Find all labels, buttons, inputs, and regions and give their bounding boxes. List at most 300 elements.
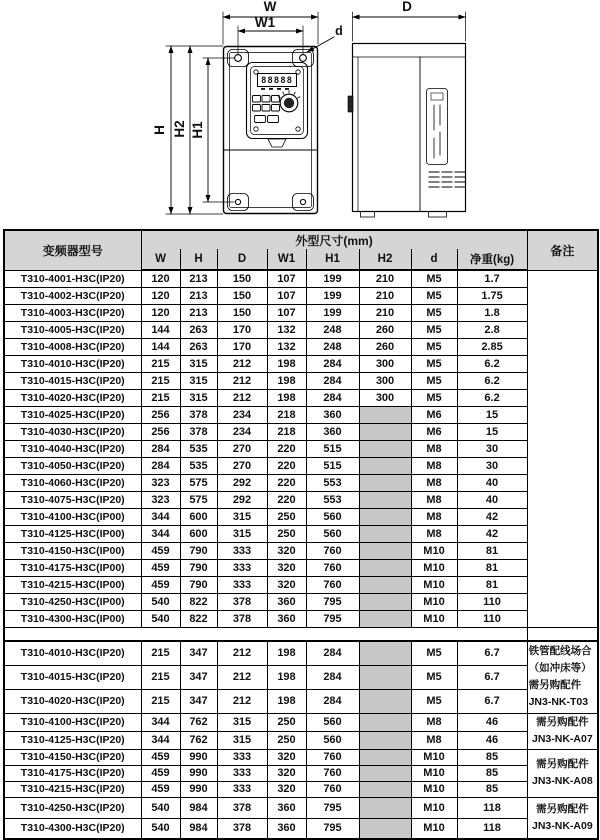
spacer-row (4, 627, 598, 641)
dim-cell: 822 (180, 610, 217, 627)
dim-cell: 212 (217, 689, 267, 713)
dim-cell: 6.2 (457, 355, 527, 372)
table-row (4, 270, 598, 287)
table-row (4, 576, 598, 593)
dim-cell: 220 (267, 457, 306, 474)
dim-cell: M6 (411, 423, 457, 440)
mount-hole-icon (235, 199, 240, 204)
front-view (224, 47, 318, 214)
h2-cell (359, 491, 411, 508)
h2-cell: 300 (359, 372, 411, 389)
dim-cell: 220 (267, 491, 306, 508)
keypad-button (253, 96, 261, 103)
dim-cell: 378 (217, 593, 267, 610)
side-view (348, 44, 466, 218)
model-cell: T310-4300-H3C(IP00) (4, 610, 141, 627)
table-row (4, 765, 598, 781)
dim-cell: 360 (306, 423, 359, 440)
remark-line: JN3-NK-A09 (532, 819, 593, 832)
dim-cell: 215 (141, 665, 180, 689)
dim-leader-d (307, 37, 334, 52)
dim-cell: 990 (180, 765, 217, 781)
dim-cell: 110 (457, 593, 527, 610)
dim-cell: 292 (217, 474, 267, 491)
col-header-model: 变频器型号 (4, 230, 141, 270)
dim-cell: 795 (306, 797, 359, 818)
h2-cell (359, 610, 411, 627)
dim-cell: 990 (180, 781, 217, 797)
h2-cell: 260 (359, 321, 411, 338)
dim-cell: 284 (306, 665, 359, 689)
dim-cell: 284 (306, 355, 359, 372)
table-row (4, 389, 598, 406)
keypad-button (268, 116, 279, 123)
display-unit-mark (261, 88, 265, 90)
remark-cell (527, 641, 598, 713)
h2-cell: 300 (359, 355, 411, 372)
spacer-remark-cell (527, 627, 598, 641)
dim-cell: 315 (217, 525, 267, 542)
dim-cell: 256 (141, 423, 180, 440)
model-cell: T310-4008-H3C(IP20) (4, 338, 141, 355)
model-cell: T310-4100-H3C(IP20) (4, 713, 141, 731)
dim-cell: 213 (180, 270, 217, 287)
dim-cell: 6.2 (457, 372, 527, 389)
dim-cell: 347 (180, 665, 217, 689)
dim-cell: 600 (180, 508, 217, 525)
dim-cell: 40 (457, 474, 527, 491)
dim-cell: 107 (267, 287, 306, 304)
dim-cell: 284 (306, 641, 359, 665)
dim-cell: 40 (457, 491, 527, 508)
model-cell: T310-4250-H3C(IP00) (4, 593, 141, 610)
h2-cell: 300 (359, 389, 411, 406)
h2-cell (359, 576, 411, 593)
dim-cell: 215 (141, 641, 180, 665)
model-cell: T310-4020-H3C(IP20) (4, 689, 141, 713)
dim-cell: 42 (457, 508, 527, 525)
dim-cell: 213 (180, 287, 217, 304)
dim-cell: 984 (180, 797, 217, 818)
dim-cell: M5 (411, 321, 457, 338)
dim-cell: 360 (267, 610, 306, 627)
table-row (4, 355, 598, 372)
h2-cell (359, 423, 411, 440)
dim-cell: 553 (306, 491, 359, 508)
table-row (4, 406, 598, 423)
dim-cell: 234 (217, 423, 267, 440)
model-cell: T310-4150-H3C(IP00) (4, 542, 141, 559)
mount-hole-icon (300, 55, 307, 62)
h2-cell (359, 406, 411, 423)
dim-cell: 199 (306, 287, 359, 304)
model-cell: T310-4150-H3C(IP20) (4, 749, 141, 765)
dim-cell: M10 (411, 542, 457, 559)
dim-cell: 333 (217, 749, 267, 765)
dim-cell: 315 (180, 355, 217, 372)
table-row (4, 287, 598, 304)
dim-cell: 85 (457, 765, 527, 781)
dim-cell: 42 (457, 525, 527, 542)
dim-cell: 347 (180, 689, 217, 713)
dim-cell: M5 (411, 665, 457, 689)
table-row (4, 689, 598, 713)
dim-label-h1: H1 (190, 121, 205, 139)
keypad-button (262, 96, 270, 103)
h2-cell (359, 508, 411, 525)
dim-cell: M5 (411, 338, 457, 355)
mount-tab (293, 194, 314, 211)
dim-cell: M10 (411, 818, 457, 839)
h2-cell (359, 818, 411, 839)
dim-cell: 378 (217, 818, 267, 839)
model-cell: T310-4215-H3C(IP00) (4, 576, 141, 593)
keypad-button (255, 116, 266, 123)
table-row (4, 610, 598, 627)
model-cell: T310-4010-H3C(IP20) (4, 641, 141, 665)
col-header-dims-group: 外型尺寸(mm) (141, 230, 527, 249)
table-row (4, 797, 598, 818)
model-cell: T310-4002-H3C(IP20) (4, 287, 141, 304)
side-clip (348, 96, 353, 112)
header-row-group (4, 230, 598, 249)
dim-cell: 553 (306, 474, 359, 491)
table-row (4, 731, 598, 749)
table-row (4, 542, 598, 559)
col-header-h1: H1 (306, 249, 359, 270)
model-cell: T310-4001-H3C(IP20) (4, 270, 141, 287)
dim-cell: 378 (217, 610, 267, 627)
dim-cell: M10 (411, 781, 457, 797)
dim-cell: M8 (411, 525, 457, 542)
dim-cell: 320 (267, 765, 306, 781)
dim-cell: 110 (457, 610, 527, 627)
dim-cell: 378 (180, 406, 217, 423)
dim-cell: M8 (411, 474, 457, 491)
dim-cell: 315 (180, 372, 217, 389)
dim-cell: 790 (180, 559, 217, 576)
model-cell: T310-4025-H3C(IP20) (4, 406, 141, 423)
dim-cell: 344 (141, 713, 180, 731)
remark-line: 需另购配件 (536, 802, 589, 815)
col-header-w: W (141, 249, 180, 270)
dim-cell: 333 (217, 765, 267, 781)
h2-cell: 260 (359, 338, 411, 355)
dim-cell: 790 (180, 542, 217, 559)
knob-icon (278, 91, 300, 112)
dim-cell: 360 (267, 797, 306, 818)
dim-cell: 81 (457, 559, 527, 576)
dim-cell: 378 (180, 423, 217, 440)
dim-cell: 560 (306, 713, 359, 731)
dim-cell: 85 (457, 781, 527, 797)
table-row (4, 440, 598, 457)
table-row (4, 423, 598, 440)
col-header-weight: 净重(kg) (457, 249, 527, 270)
dim-cell: 320 (267, 749, 306, 765)
display-unit-mark (285, 88, 289, 90)
dim-cell: 459 (141, 576, 180, 593)
h2-cell (359, 593, 411, 610)
dim-cell: 560 (306, 731, 359, 749)
dim-cell: 320 (267, 542, 306, 559)
dim-cell: M8 (411, 508, 457, 525)
dim-cell: 150 (217, 304, 267, 321)
dimensions-table (3, 229, 599, 840)
screw-icon (254, 127, 258, 131)
h2-cell (359, 641, 411, 665)
remark-line: 需另购配件 (536, 716, 589, 728)
dim-cell: 212 (217, 665, 267, 689)
dim-cell: 220 (267, 474, 306, 491)
table-row (4, 321, 598, 338)
dim-label-h2: H2 (172, 120, 187, 138)
dim-cell: 256 (141, 406, 180, 423)
side-label-plate (427, 89, 448, 165)
model-cell: T310-4015-H3C(IP20) (4, 665, 141, 689)
remark-cell (527, 713, 598, 749)
dim-cell: 315 (217, 731, 267, 749)
dim-cell: 315 (180, 389, 217, 406)
model-cell: T310-4015-H3C(IP20) (4, 372, 141, 389)
dimension-table-body (4, 270, 598, 839)
dim-cell: 790 (180, 576, 217, 593)
dim-cell: 85 (457, 749, 527, 765)
model-cell: T310-4010-H3C(IP20) (4, 355, 141, 372)
model-cell: T310-4050-H3C(IP20) (4, 457, 141, 474)
col-header-d: D (217, 249, 267, 270)
dim-cell: 762 (180, 731, 217, 749)
dim-cell: 1.75 (457, 287, 527, 304)
table-row (4, 508, 598, 525)
dim-cell: 248 (306, 338, 359, 355)
dim-cell: 360 (267, 593, 306, 610)
dim-cell: 198 (267, 665, 306, 689)
table-row (4, 781, 598, 797)
table-row (4, 818, 598, 839)
keypad-button (272, 105, 280, 112)
model-cell: T310-4250-H3C(IP20) (4, 797, 141, 818)
table-row (4, 491, 598, 508)
dim-cell: 762 (180, 713, 217, 731)
spacer-cell (4, 627, 527, 641)
dim-cell: 284 (306, 372, 359, 389)
remark-line: JN3-NK-A07 (532, 733, 593, 745)
mount-hole-icon (300, 199, 305, 204)
dim-cell: 132 (267, 321, 306, 338)
dim-cell: 263 (180, 321, 217, 338)
table-row (4, 525, 598, 542)
dim-cell: 284 (141, 440, 180, 457)
col-header-dd: d (411, 249, 457, 270)
dim-cell: 212 (217, 355, 267, 372)
model-cell: T310-4300-H3C(IP20) (4, 818, 141, 839)
dim-cell: 284 (141, 457, 180, 474)
h2-cell (359, 559, 411, 576)
dim-cell: 795 (306, 593, 359, 610)
dim-cell: M8 (411, 457, 457, 474)
h2-cell (359, 749, 411, 765)
dim-cell: 215 (141, 689, 180, 713)
dim-cell: 107 (267, 304, 306, 321)
dim-cell: 540 (141, 593, 180, 610)
dim-cell: 250 (267, 508, 306, 525)
dim-cell: 212 (217, 389, 267, 406)
dim-label-h: H (152, 125, 167, 135)
dim-cell: 760 (306, 542, 359, 559)
dim-cell: 575 (180, 474, 217, 491)
dim-cell: M8 (411, 440, 457, 457)
dim-cell: 795 (306, 610, 359, 627)
dim-cell: M5 (411, 304, 457, 321)
dim-cell: 540 (141, 818, 180, 839)
dim-cell: 212 (217, 641, 267, 665)
dim-cell: 212 (217, 372, 267, 389)
dim-cell: M5 (411, 641, 457, 665)
dim-cell: 263 (180, 338, 217, 355)
model-cell: T310-4060-H3C(IP20) (4, 474, 141, 491)
dim-cell: 292 (217, 491, 267, 508)
dim-cell: 132 (267, 338, 306, 355)
h2-cell: 210 (359, 287, 411, 304)
dim-cell: 81 (457, 576, 527, 593)
remark-cell (527, 270, 598, 627)
table-row (4, 372, 598, 389)
h2-cell (359, 731, 411, 749)
dim-cell: 6.7 (457, 665, 527, 689)
dim-cell: 6.7 (457, 689, 527, 713)
dim-cell: 81 (457, 542, 527, 559)
dim-cell: 250 (267, 731, 306, 749)
dim-cell: 150 (217, 270, 267, 287)
dim-cell: M10 (411, 749, 457, 765)
dim-cell: 6.2 (457, 389, 527, 406)
dim-cell: 1.7 (457, 270, 527, 287)
dim-cell: 344 (141, 525, 180, 542)
remark-cell (527, 749, 598, 797)
front-dimensions (166, 12, 334, 214)
dim-cell: 760 (306, 781, 359, 797)
dim-cell: 170 (217, 338, 267, 355)
dim-cell: M5 (411, 270, 457, 287)
remark-line: 需另购配件 (528, 679, 582, 692)
dim-cell: 760 (306, 765, 359, 781)
dim-cell: 459 (141, 559, 180, 576)
dim-cell: 218 (267, 423, 306, 440)
keypad-connector (268, 139, 286, 147)
dim-cell: 459 (141, 765, 180, 781)
h2-cell (359, 542, 411, 559)
dim-cell: 220 (267, 440, 306, 457)
h2-cell (359, 713, 411, 731)
dim-cell: 170 (217, 321, 267, 338)
dim-cell: 760 (306, 749, 359, 765)
dim-cell: 2.85 (457, 338, 527, 355)
dim-label-w1: W1 (254, 15, 276, 30)
dim-cell: 215 (141, 389, 180, 406)
dim-label-D: D (402, 0, 412, 14)
dim-cell: M5 (411, 689, 457, 713)
dim-cell: 560 (306, 525, 359, 542)
dim-cell: 6.7 (457, 641, 527, 665)
dimension-drawing (0, 0, 600, 230)
remark-line: （如冲床等） (528, 662, 592, 675)
display-digits: 88888 (260, 76, 294, 86)
model-cell: T310-4100-H3C(IP00) (4, 508, 141, 525)
model-cell: T310-4125-H3C(IP00) (4, 525, 141, 542)
h2-cell (359, 525, 411, 542)
remark-line: 铁管配线场合 (528, 645, 592, 658)
dim-cell: 198 (267, 355, 306, 372)
dim-cell: 46 (457, 713, 527, 731)
model-cell: T310-4040-H3C(IP20) (4, 440, 141, 457)
dim-cell: 107 (267, 270, 306, 287)
dim-cell: 323 (141, 474, 180, 491)
foot-tab (361, 212, 375, 218)
table-row (4, 559, 598, 576)
dim-cell: 795 (306, 818, 359, 839)
dim-cell: 600 (180, 525, 217, 542)
dim-cell: M8 (411, 731, 457, 749)
dim-cell: 199 (306, 304, 359, 321)
remark-cell (527, 797, 598, 839)
dim-cell: M5 (411, 389, 457, 406)
foot-tab (429, 212, 447, 218)
dim-cell: 250 (267, 525, 306, 542)
dim-cell: 347 (180, 641, 217, 665)
dim-cell: 515 (306, 457, 359, 474)
table-row (4, 304, 598, 321)
dim-cell: M10 (411, 610, 457, 627)
dim-cell: M10 (411, 559, 457, 576)
model-cell: T310-4030-H3C(IP20) (4, 423, 141, 440)
model-cell: T310-4175-H3C(IP20) (4, 765, 141, 781)
dim-cell: 218 (267, 406, 306, 423)
dim-cell: 459 (141, 749, 180, 765)
col-header-h2: H2 (359, 249, 411, 270)
dim-cell: 333 (217, 559, 267, 576)
dim-cell: 320 (267, 559, 306, 576)
dim-cell: 535 (180, 440, 217, 457)
dim-cell: 144 (141, 338, 180, 355)
dim-cell: 360 (267, 818, 306, 839)
h2-cell (359, 440, 411, 457)
remark-line: JN3-NK-A08 (532, 775, 593, 787)
dim-cell: 118 (457, 797, 527, 818)
dim-cell: 323 (141, 491, 180, 508)
table-row (4, 665, 598, 689)
dim-cell: 213 (180, 304, 217, 321)
dim-cell: 760 (306, 576, 359, 593)
dim-cell: 118 (457, 818, 527, 839)
dim-cell: 270 (217, 440, 267, 457)
dim-cell: 284 (306, 689, 359, 713)
dim-cell: M5 (411, 355, 457, 372)
display-unit-mark (277, 88, 281, 90)
dim-cell: 984 (180, 818, 217, 839)
table-row (4, 457, 598, 474)
dim-cell: M8 (411, 713, 457, 731)
remark-line: 需另购配件 (536, 758, 589, 770)
dim-cell: 333 (217, 542, 267, 559)
h2-cell (359, 797, 411, 818)
model-cell: T310-4003-H3C(IP20) (4, 304, 141, 321)
dim-cell: 990 (180, 749, 217, 765)
mount-hole-icon (235, 55, 242, 62)
dim-cell: 535 (180, 457, 217, 474)
dim-cell: 198 (267, 389, 306, 406)
remark-line: JN3-NK-T03 (528, 696, 589, 709)
